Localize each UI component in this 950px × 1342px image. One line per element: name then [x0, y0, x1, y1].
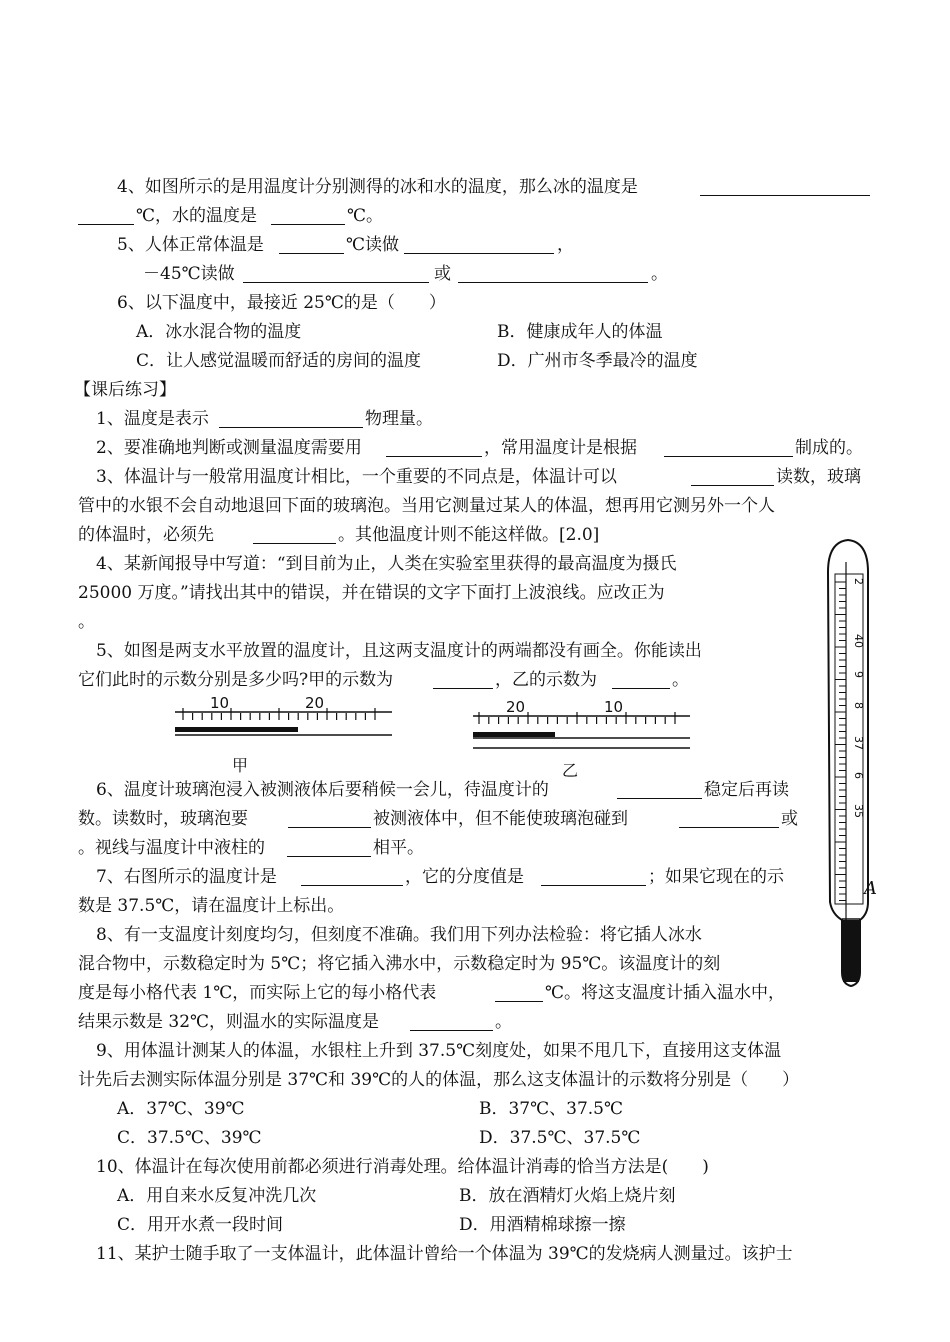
clinical-scale-37: 37 [852, 736, 865, 750]
thermometer-yi-tick-20: 20 [506, 698, 526, 716]
text-line: 7、右图所示的温度计是 [96, 867, 277, 887]
thermometer-yi-tick-10: 10 [604, 698, 624, 716]
text-line: 。 [495, 1012, 512, 1032]
text-line: D．用酒精棉球擦一擦 [459, 1215, 626, 1235]
text-line: ，常用温度计是根据 [484, 438, 637, 458]
text-line: 或 [781, 809, 798, 829]
text-line: 9、用体温计测某人的体温，水银柱上升到 37.5℃刻度处，如果不甩几下，直接用这支体温 [96, 1041, 782, 1061]
thermometer-jia-tick-20: 20 [305, 694, 325, 712]
text-line: 管中的水银不会自动地退回下面的玻璃泡。当用它测量过某人的体温，想再用它测另外一个人 [78, 496, 775, 516]
text-line: 。其他温度计则不能这样做。[2.0] [338, 525, 600, 545]
text-line: ℃，水的温度是 [136, 206, 258, 226]
text-line: B．37℃、37.5℃ [479, 1099, 624, 1119]
text-line: 混合物中，示数稳定时为 5℃；将它插入沸水中，示数稳定时为 95℃。该温度计的刻 [78, 954, 721, 974]
answer-blank[interactable] [617, 782, 702, 799]
answer-blank[interactable] [700, 179, 870, 196]
thermometer-jia-label: 甲 [232, 756, 249, 775]
answer-blank[interactable] [691, 469, 774, 486]
text-line: ，它的分度值是 [405, 867, 524, 887]
text-line: 物理量。 [365, 409, 433, 429]
text-line: 6、以下温度中，最接近 25℃的是（ ） [117, 293, 446, 313]
text-line: 10、体温计在每次使用前都必须进行消毒处理。给体温计消毒的恰当方法是( ) [96, 1157, 709, 1177]
text-line: 它们此时的示数分别是多少吗?甲的示数为 [78, 670, 394, 690]
text-line: ；如果它现在的示 [648, 867, 784, 887]
text-line: 数是 37.5℃，请在温度计上标出。 [78, 896, 345, 916]
text-line: 1、温度是表示 [96, 409, 209, 429]
clinical-scale-2: 2 [852, 578, 865, 585]
text-line: 25000 万度。”请找出其中的错误，并在错误的文字下面打上波浪线。应改正为 [78, 583, 665, 603]
text-line: A．冰水混合物的温度 [136, 322, 302, 342]
text-line: 5、人体正常体温是 [117, 235, 264, 255]
answer-blank[interactable] [301, 869, 403, 886]
answer-blank[interactable] [243, 266, 429, 283]
text-line: 11、某护士随手取了一支体温计，此体温计曾给一个体温为 39℃的发烧病人测量过。该护士 [96, 1244, 793, 1264]
text-line: 相平。 [373, 838, 424, 858]
text-line: 8、有一支温度计刻度均匀，但刻度不准确。我们用下列办法检验：将它插人冰水 [96, 925, 702, 945]
text-line: 【课后练习】 [74, 380, 176, 400]
text-line: 2、要准确地判断或测量温度需要用 [96, 438, 362, 458]
answer-blank[interactable] [288, 811, 371, 828]
text-line: 或 [434, 264, 451, 284]
text-line: B．健康成年人的体温 [497, 322, 663, 342]
text-line: A．用自来水反复冲洗几次 [117, 1186, 317, 1206]
clinical-thermometer-figure [818, 532, 884, 997]
text-line: 读数，玻璃 [776, 467, 861, 487]
answer-blank[interactable] [279, 237, 344, 254]
text-line: 。视线与温度计中液柱的 [78, 838, 265, 858]
text-line: C．让人感觉温暖而舒适的房间的温度 [136, 351, 422, 371]
text-line: 的体温时，必须先 [78, 525, 214, 545]
answer-blank[interactable] [458, 266, 648, 283]
thermometer-yi-figure [468, 690, 698, 780]
text-line: 被测液体中，但不能使玻璃泡碰到 [373, 809, 628, 829]
clinical-scale-8: 8 [852, 702, 865, 709]
text-line: 6、温度计玻璃泡浸入被测液体后要稍候一会儿，待温度计的 [96, 780, 549, 800]
text-line: ℃。将这支温度计插入温水中， [545, 983, 786, 1003]
text-line: 数。读数时，玻璃泡要 [78, 809, 248, 829]
clinical-scale-35: 35 [852, 804, 865, 818]
text-line: 4、如图所示的是用温度计分别测得的冰和水的温度，那么冰的温度是 [117, 177, 638, 197]
text-line: 4、某新闻报导中写道：“到目前为止，人类在实验室里获得的最高温度为摄氏 [96, 554, 677, 574]
answer-blank[interactable] [271, 208, 345, 225]
answer-blank[interactable] [404, 237, 554, 254]
answer-blank[interactable] [679, 811, 779, 828]
answer-blank[interactable] [386, 440, 482, 457]
clinical-thermometer-label: A [864, 878, 877, 899]
text-line: ℃。 [347, 206, 384, 226]
thermometer-jia-tick-10: 10 [210, 694, 230, 712]
text-line: 制成的。 [795, 438, 863, 458]
text-line: 稳定后再读 [704, 780, 789, 800]
answer-blank[interactable] [541, 869, 646, 886]
thermometer-jia-figure [170, 690, 400, 775]
clinical-scale-40: 40 [852, 634, 865, 648]
answer-blank[interactable] [664, 440, 793, 457]
text-line: 。 [78, 612, 95, 632]
answer-blank[interactable] [78, 208, 134, 225]
text-line: A．37℃、39℃ [117, 1099, 245, 1119]
answer-blank[interactable] [287, 840, 371, 857]
text-line: ， [557, 235, 574, 255]
text-line: ℃读做 [346, 235, 400, 255]
thermometer-yi-label: 乙 [562, 761, 579, 780]
text-line: ，乙的示数为 [495, 670, 597, 690]
text-line: B．放在酒精灯火焰上烧片刻 [459, 1186, 676, 1206]
text-line: C．用开水煮一段时间 [117, 1215, 284, 1235]
text-line: D．37.5℃、37.5℃ [479, 1128, 641, 1148]
text-line: 。 [672, 670, 689, 690]
answer-blank[interactable] [433, 672, 493, 689]
answer-blank[interactable] [253, 527, 336, 544]
text-line: D．广州市冬季最冷的温度 [497, 351, 698, 371]
text-line: 计先后去测实际体温分别是 37℃和 39℃的人的体温，那么这支体温计的示数将分别是（ ） [78, 1070, 800, 1090]
answer-blank[interactable] [219, 411, 363, 428]
text-line: 结果示数是 32℃，则温水的实际温度是 [78, 1012, 380, 1032]
text-line: 。 [651, 264, 668, 284]
clinical-scale-9: 9 [852, 671, 865, 678]
answer-blank[interactable] [612, 672, 670, 689]
clinical-scale-6: 6 [852, 772, 865, 779]
text-line: －45℃读做 [143, 264, 235, 284]
answer-blank[interactable] [410, 1014, 493, 1031]
text-line: 5、如图是两支水平放置的温度计，且这两支温度计的两端都没有画全。你能读出 [96, 641, 702, 661]
text-line: 度是每小格代表 1℃，而实际上它的每小格代表 [78, 983, 437, 1003]
text-line: C．37.5℃、39℃ [117, 1128, 262, 1148]
answer-blank[interactable] [495, 985, 543, 1002]
text-line: 3、体温计与一般常用温度计相比，一个重要的不同点是，体温计可以 [96, 467, 617, 487]
